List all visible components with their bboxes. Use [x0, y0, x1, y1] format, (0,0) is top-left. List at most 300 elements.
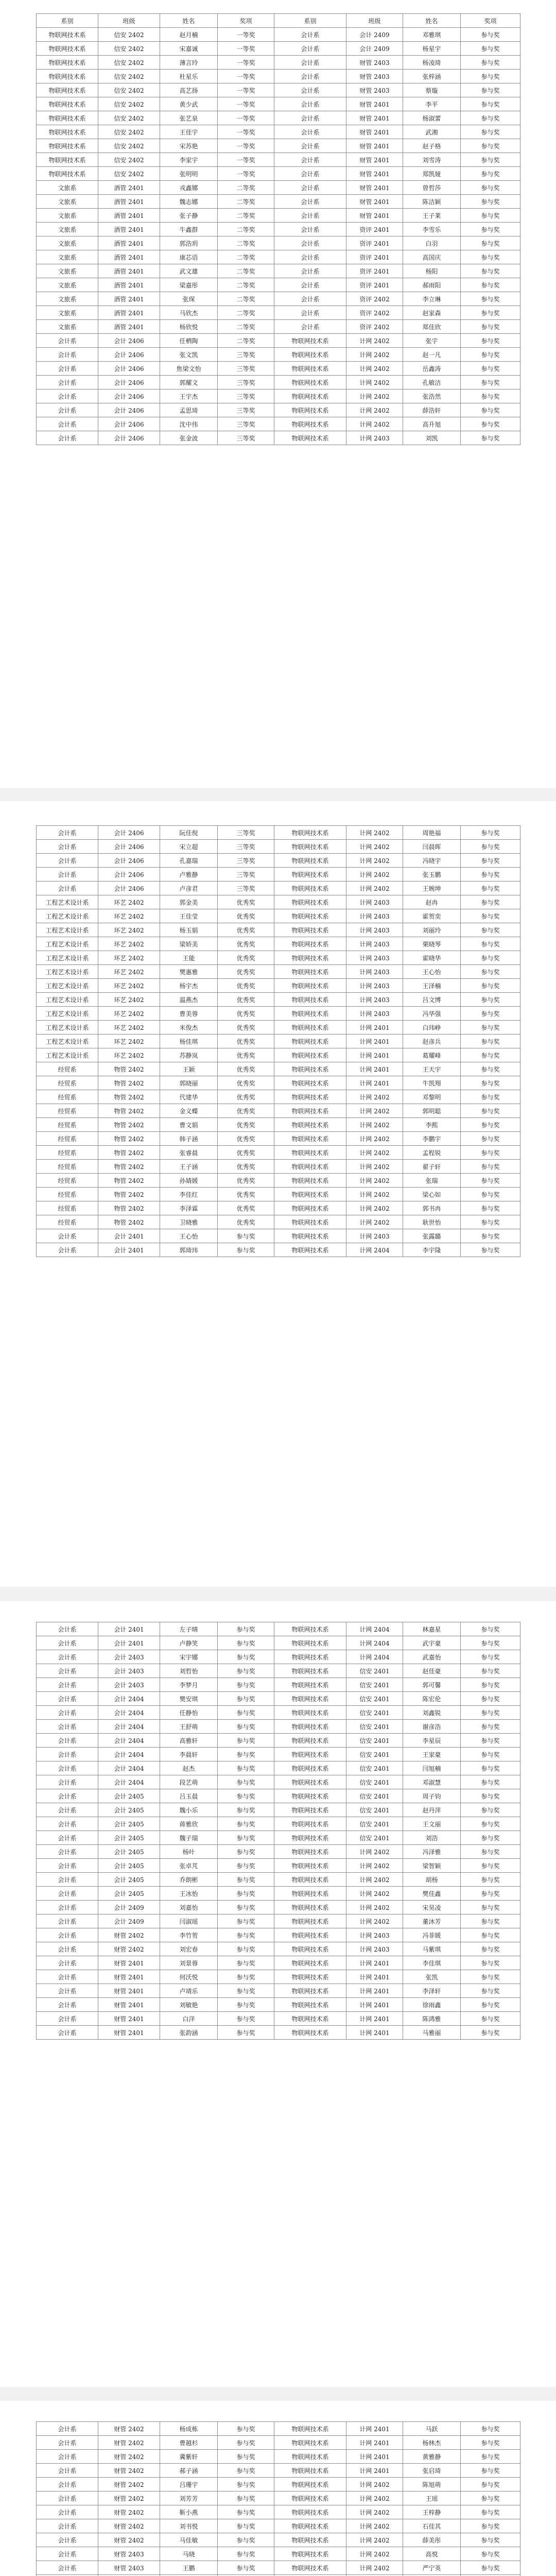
table-cell: 赵一凡: [403, 348, 461, 362]
table-cell: 白玮峥: [403, 1021, 461, 1035]
table-cell: 参与奖: [461, 362, 520, 376]
table-cell: 魏子瑞: [160, 1831, 218, 1845]
table-cell: 乔朗彬: [160, 1873, 218, 1887]
table-cell: 武宇豪: [403, 1636, 461, 1650]
table-cell: 严宁英: [403, 2561, 461, 2575]
table-row: [37, 1118, 520, 1132]
table-cell: 霍晓华: [403, 951, 461, 965]
table-cell: 会计系: [274, 167, 346, 181]
table-cell: 参与奖: [461, 195, 520, 209]
table-row: [37, 1859, 520, 1873]
table-row: [37, 1132, 520, 1146]
table-cell: 参与奖: [461, 1928, 520, 1942]
table-cell: 信安 2401: [346, 1720, 403, 1734]
table-cell: 武文雄: [160, 264, 218, 278]
table-cell: 郑凯娅: [403, 167, 461, 181]
table-cell: 计网 2401: [346, 1035, 403, 1048]
table-cell: 二等奖: [218, 250, 274, 264]
table-cell: 信安 2401: [346, 1803, 403, 1817]
table-cell: 参与奖: [218, 1229, 274, 1243]
table-cell: 资评 2401: [346, 250, 403, 264]
table-cell: 物联网技术系: [274, 1132, 346, 1146]
table-cell: 三等奖: [218, 389, 274, 403]
table-cell: 会计系: [274, 139, 346, 153]
table-cell: 赵丹萍: [403, 1803, 461, 1817]
table-row: [37, 1831, 520, 1845]
table-cell: 二等奖: [218, 209, 274, 223]
table-cell: 会计 2406: [98, 348, 160, 362]
table-cell: 李晨轩: [160, 1748, 218, 1761]
table-cell: 葛耀峰: [403, 1048, 461, 1062]
table-cell: 李佳红: [160, 1188, 218, 1201]
table-cell: 参与奖: [461, 1118, 520, 1132]
table-cell: 郭金美: [160, 895, 218, 909]
table-cell: 参与奖: [461, 348, 520, 362]
table-cell: 环艺 2402: [98, 1021, 160, 1035]
table-row: [37, 2450, 520, 2464]
table-cell: 杨欣悦: [160, 320, 218, 334]
table-cell: 参与奖: [218, 1789, 274, 1803]
table-row: [37, 1215, 520, 1229]
table-cell: 物联网技术系: [274, 965, 346, 979]
table-row: [37, 320, 520, 334]
table-row: [37, 1775, 520, 1789]
table-cell: 物联网技术系: [37, 56, 98, 70]
table-cell: 参与奖: [461, 1664, 520, 1678]
table-cell: 参与奖: [218, 2478, 274, 2492]
table-cell: 李鹏宇: [403, 1132, 461, 1146]
table-cell: 信安 2401: [346, 1692, 403, 1706]
table-cell: 张凯: [403, 1970, 461, 1984]
table-cell: 卢雅静: [160, 868, 218, 882]
table-cell: 会计 2404: [98, 1720, 160, 1734]
table-cell: 物联网技术系: [274, 1775, 346, 1789]
table-cell: 会计系: [37, 1873, 98, 1887]
table-cell: 宋宇娜: [160, 1650, 218, 1664]
table-cell: 会计系: [37, 2450, 98, 2464]
table-cell: 物联网技术系: [274, 2505, 346, 2519]
table-cell: 参与奖: [218, 1706, 274, 1720]
awards-table: [36, 825, 520, 1257]
table-cell: 会计系: [37, 2505, 98, 2519]
table-cell: 一等奖: [218, 83, 274, 97]
table-cell: 物联网技术系: [274, 1174, 346, 1188]
table-cell: 卢静笑: [160, 1636, 218, 1650]
table-cell: 戎鑫娜: [160, 181, 218, 195]
table-cell: 张艺泉: [160, 111, 218, 125]
table-cell: 曹越杉: [160, 2436, 218, 2450]
table-cell: 三等奖: [218, 348, 274, 362]
table-cell: 计网 2401: [346, 1970, 403, 1984]
table-cell: 参与奖: [461, 1021, 520, 1035]
table-cell: 财管 2402: [98, 1942, 160, 1956]
table-cell: 沈中伟: [160, 417, 218, 431]
table-cell: 计网 2401: [346, 1076, 403, 1090]
table-cell: 物联网技术系: [274, 1914, 346, 1928]
table-cell: 李梦月: [160, 1678, 218, 1692]
table-cell: 信安 2402: [98, 83, 160, 97]
table-row: [37, 1692, 520, 1706]
table-cell: 优秀奖: [218, 993, 274, 1007]
table-cell: 参与奖: [461, 895, 520, 909]
table-cell: 会计系: [37, 840, 98, 854]
table-cell: 会计系: [274, 70, 346, 83]
table-cell: 樊佳鑫: [403, 1887, 461, 1901]
table-cell: 郝雨阳: [403, 278, 461, 292]
table-row: [37, 2519, 520, 2533]
table-cell: 曹美蓉: [160, 1007, 218, 1021]
table-cell: 优秀奖: [218, 951, 274, 965]
table-cell: 郭明聪: [403, 1104, 461, 1118]
table-cell: 会计 2406: [98, 854, 160, 868]
table-cell: 计网 2403: [346, 951, 403, 965]
table-cell: 一等奖: [218, 28, 274, 42]
table-cell: 杨成栋: [160, 2422, 218, 2436]
table-cell: 孟思琦: [160, 403, 218, 417]
table-cell: 何沃悦: [160, 1970, 218, 1984]
table-cell: 马雅丽: [403, 2026, 461, 2040]
table-cell: 高艺扬: [160, 83, 218, 97]
table-cell: 物联网技术系: [274, 1831, 346, 1845]
table-cell: 白洋: [160, 2012, 218, 2026]
table-cell: 工程艺术设计系: [37, 909, 98, 923]
table-cell: 一等奖: [218, 167, 274, 181]
table-cell: 张子静: [160, 209, 218, 223]
table-cell: 计网 2402: [346, 854, 403, 868]
table-cell: 参与奖: [218, 1901, 274, 1914]
table-cell: 会计系: [37, 1887, 98, 1901]
table-cell: 经贸系: [37, 1104, 98, 1118]
table-cell: 会计系: [37, 2561, 98, 2575]
table-cell: 计网 2402: [346, 334, 403, 348]
table-cell: 物联网技术系: [274, 993, 346, 1007]
table-cell: 会计 2401: [98, 1243, 160, 1257]
table-cell: 参与奖: [461, 1775, 520, 1789]
table-cell: 会计系: [37, 2026, 98, 2040]
table-cell: 物联网技术系: [274, 2533, 346, 2547]
table-cell: 李佳琪: [403, 1956, 461, 1970]
table-cell: 文旅系: [37, 264, 98, 278]
table-cell: 优秀奖: [218, 1007, 274, 1021]
table-cell: 文旅系: [37, 278, 98, 292]
table-cell: 物管 2402: [98, 1132, 160, 1146]
table-row: [37, 1901, 520, 1914]
column-header: 班级: [98, 14, 160, 28]
table-cell: 优秀奖: [218, 1215, 274, 1229]
table-cell: 参与奖: [461, 306, 520, 320]
table-row: [37, 292, 520, 306]
table-cell: 物联网技术系: [274, 2561, 346, 2575]
table-cell: 参与奖: [461, 1636, 520, 1650]
table-cell: 计网 2404: [346, 1622, 403, 1636]
document-page: [0, 0, 556, 788]
table-cell: 一等奖: [218, 139, 274, 153]
table-cell: 高国庆: [403, 250, 461, 264]
table-cell: 物联网技术系: [37, 42, 98, 56]
table-cell: 物联网技术系: [274, 403, 346, 417]
table-cell: 财管 2401: [98, 2026, 160, 2040]
table-cell: 物管 2402: [98, 1076, 160, 1090]
table-cell: 参与奖: [218, 1831, 274, 1845]
table-cell: 会计 2401: [98, 1622, 160, 1636]
table-cell: 财管 2403: [346, 83, 403, 97]
table-cell: 代建华: [160, 1090, 218, 1104]
table-cell: 李家宇: [160, 153, 218, 167]
table-cell: 参与奖: [461, 264, 520, 278]
table-cell: 财管 2402: [98, 2519, 160, 2533]
table-cell: 信安 2402: [98, 28, 160, 42]
table-cell: 会计系: [37, 334, 98, 348]
table-cell: 参与奖: [461, 1201, 520, 1215]
table-cell: 会计系: [37, 1956, 98, 1970]
table-cell: 会计 2405: [98, 1817, 160, 1831]
table-cell: 参与奖: [461, 2450, 520, 2464]
table-cell: 物联网技术系: [274, 1803, 346, 1817]
table-cell: 王子涵: [160, 1160, 218, 1174]
table-row: [37, 882, 520, 895]
table-cell: 会计 2409: [346, 28, 403, 42]
table-cell: 经贸系: [37, 1076, 98, 1090]
table-cell: 会计系: [37, 1901, 98, 1914]
table-row: [37, 854, 520, 868]
table-cell: 王瑶: [403, 2492, 461, 2505]
table-cell: 参与奖: [461, 223, 520, 236]
table-cell: 优秀奖: [218, 979, 274, 993]
table-cell: 物联网技术系: [274, 1146, 346, 1160]
table-row: [37, 181, 520, 195]
table-cell: 二等奖: [218, 320, 274, 334]
table-row: [37, 1817, 520, 1831]
table-cell: 会计 2406: [98, 376, 160, 389]
table-cell: 计网 2402: [346, 1873, 403, 1887]
table-cell: 计网 2403: [346, 431, 403, 445]
table-cell: 计网 2402: [346, 882, 403, 895]
table-cell: 参与奖: [218, 1845, 274, 1859]
table-cell: 工程艺术设计系: [37, 951, 98, 965]
table-cell: 会计 2401: [98, 1229, 160, 1243]
table-cell: 计网 2403: [346, 979, 403, 993]
document-page: [0, 801, 556, 1587]
table-cell: 刘哲怡: [160, 1664, 218, 1678]
table-row: [37, 306, 520, 320]
table-cell: 闫淑瑶: [160, 1914, 218, 1928]
table-cell: 刘景蓉: [160, 1956, 218, 1970]
table-cell: 会计系: [37, 1914, 98, 1928]
table-cell: 酒管 2401: [98, 236, 160, 250]
table-cell: 优秀奖: [218, 937, 274, 951]
table-cell: 工程艺术设计系: [37, 937, 98, 951]
table-cell: 曾哲莎: [403, 181, 461, 195]
table-cell: 参与奖: [461, 1803, 520, 1817]
table-cell: 三等奖: [218, 868, 274, 882]
table-cell: 经贸系: [37, 1118, 98, 1132]
table-cell: 三等奖: [218, 431, 274, 445]
table-cell: 文旅系: [37, 195, 98, 209]
table-row: [37, 1188, 520, 1201]
table-cell: 经贸系: [37, 1090, 98, 1104]
table-cell: 参与奖: [461, 1650, 520, 1664]
table-cell: 物联网技术系: [274, 1706, 346, 1720]
table-cell: 财管 2402: [98, 2478, 160, 2492]
table-cell: 物联网技术系: [274, 1678, 346, 1692]
table-row: [37, 278, 520, 292]
table-cell: 岳鑫涛: [403, 362, 461, 376]
table-cell: 酒管 2401: [98, 278, 160, 292]
table-cell: 物联网技术系: [274, 1984, 346, 1998]
table-cell: 物联网技术系: [274, 362, 346, 376]
table-cell: 阮佳倪: [160, 826, 218, 840]
table-cell: 信安 2402: [98, 139, 160, 153]
table-cell: 杨叶: [160, 1845, 218, 1859]
table-cell: 会计 2403: [98, 1650, 160, 1664]
awards-table: [36, 2421, 520, 2576]
table-cell: 三等奖: [218, 882, 274, 895]
table-cell: 计网 2404: [346, 1636, 403, 1650]
table-cell: 会计系: [37, 1831, 98, 1845]
table-cell: 参与奖: [461, 2012, 520, 2026]
table-cell: 杨林杰: [403, 2436, 461, 2450]
table-cell: 参与奖: [218, 1678, 274, 1692]
table-cell: 参与奖: [218, 1775, 274, 1789]
table-cell: 物联网技术系: [37, 125, 98, 139]
table-cell: 物联网技术系: [37, 153, 98, 167]
table-cell: 物联网技术系: [274, 2547, 346, 2561]
table-cell: 信安 2401: [346, 1664, 403, 1678]
table-cell: 资评 2401: [346, 264, 403, 278]
table-cell: 郝子涵: [160, 2464, 218, 2478]
table-cell: 会计 2406: [98, 882, 160, 895]
table-cell: 会计系: [37, 1984, 98, 1998]
table-cell: 闫晨晖: [403, 840, 461, 854]
table-row: [37, 362, 520, 376]
table-cell: 参与奖: [461, 2492, 520, 2505]
table-cell: 优秀奖: [218, 1035, 274, 1048]
table-cell: 会计 2404: [98, 1734, 160, 1748]
table-row: [37, 1720, 520, 1734]
table-cell: 二等奖: [218, 334, 274, 348]
table-cell: 计网 2402: [346, 2505, 403, 2519]
table-row: [37, 417, 520, 431]
table-cell: 参与奖: [461, 937, 520, 951]
table-cell: 会计系: [274, 56, 346, 70]
table-cell: 参与奖: [461, 2026, 520, 2040]
table-cell: 王梓静: [403, 2505, 461, 2519]
table-cell: 文旅系: [37, 292, 98, 306]
table-cell: 参与奖: [461, 1901, 520, 1914]
table-cell: 计网 2402: [346, 417, 403, 431]
table-cell: 吕珊宇: [160, 2478, 218, 2492]
table-cell: 物联网技术系: [274, 1636, 346, 1650]
table-cell: 参与奖: [461, 1146, 520, 1160]
table-cell: 财管 2402: [98, 2436, 160, 2450]
table-cell: 二等奖: [218, 195, 274, 209]
table-cell: 物管 2402: [98, 1090, 160, 1104]
table-row: [37, 1956, 520, 1970]
table-cell: 会计系: [37, 1817, 98, 1831]
table-row: [37, 403, 520, 417]
table-cell: 王冰怡: [160, 1887, 218, 1901]
table-cell: 信安 2402: [98, 125, 160, 139]
table-cell: 物管 2402: [98, 1174, 160, 1188]
table-cell: 文旅系: [37, 250, 98, 264]
table-cell: 宋立超: [160, 840, 218, 854]
table-cell: 计网 2403: [346, 937, 403, 951]
table-cell: 会计 2404: [98, 1775, 160, 1789]
table-cell: 物联网技术系: [274, 2012, 346, 2026]
table-row: [37, 125, 520, 139]
table-row: [37, 1160, 520, 1174]
table-cell: 优秀奖: [218, 1090, 274, 1104]
table-cell: 会计 2409: [346, 42, 403, 56]
table-cell: 经贸系: [37, 1201, 98, 1215]
table-row: [37, 1887, 520, 1901]
table-cell: 李平: [403, 97, 461, 111]
table-cell: 会计系: [37, 2478, 98, 2492]
table-cell: 工程艺术设计系: [37, 979, 98, 993]
table-cell: 三等奖: [218, 376, 274, 389]
table-cell: 参与奖: [218, 2505, 274, 2519]
table-cell: 马紫琪: [403, 1942, 461, 1956]
table-cell: 孟程锐: [403, 1146, 461, 1160]
table-cell: 梁智颖: [403, 1859, 461, 1873]
table-row: [37, 2547, 520, 2561]
table-row: [37, 1035, 520, 1048]
table-cell: 工程艺术设计系: [37, 1048, 98, 1062]
table-cell: 信安 2402: [98, 70, 160, 83]
table-cell: 参与奖: [461, 868, 520, 882]
table-cell: 刘丽玲: [403, 923, 461, 937]
table-row: [37, 923, 520, 937]
table-cell: 物联网技术系: [274, 1748, 346, 1761]
table-cell: 资评 2402: [346, 306, 403, 320]
table-cell: 高升旭: [403, 417, 461, 431]
table-cell: 计网 2401: [346, 2012, 403, 2026]
table-cell: 物联网技术系: [274, 376, 346, 389]
table-cell: 王鹏: [160, 2561, 218, 2575]
table-cell: 陈旭萌: [403, 2478, 461, 2492]
table-cell: 计网 2402: [346, 1201, 403, 1215]
table-cell: 参与奖: [461, 139, 520, 153]
table-cell: 参与奖: [461, 334, 520, 348]
table-cell: 计网 2402: [346, 376, 403, 389]
table-cell: 二等奖: [218, 306, 274, 320]
table-cell: 会计系: [37, 1706, 98, 1720]
table-cell: 参与奖: [461, 1048, 520, 1062]
table-cell: 参与奖: [461, 1887, 520, 1901]
table-cell: 物联网技术系: [274, 1048, 346, 1062]
table-cell: 物联网技术系: [37, 111, 98, 125]
table-cell: 环艺 2402: [98, 951, 160, 965]
table-cell: 物联网技术系: [274, 1243, 346, 1257]
table-cell: 会计系: [37, 2464, 98, 2478]
table-cell: 参与奖: [461, 1970, 520, 1984]
table-cell: 参与奖: [218, 2547, 274, 2561]
table-cell: 参与奖: [461, 389, 520, 403]
table-cell: 计网 2402: [346, 362, 403, 376]
table-cell: 郑佳欣: [403, 320, 461, 334]
table-cell: 会计系: [37, 1229, 98, 1243]
table-row: [37, 2026, 520, 2040]
table-cell: 酒管 2401: [98, 306, 160, 320]
table-cell: 物联网技术系: [274, 2026, 346, 2040]
table-cell: 物联网技术系: [274, 2478, 346, 2492]
table-cell: 会计系: [274, 83, 346, 97]
table-cell: 金义蝶: [160, 1104, 218, 1118]
table-cell: 物联网技术系: [274, 1090, 346, 1104]
document-page: [0, 1601, 556, 2387]
table-cell: 物管 2402: [98, 1201, 160, 1215]
table-cell: 三等奖: [218, 417, 274, 431]
